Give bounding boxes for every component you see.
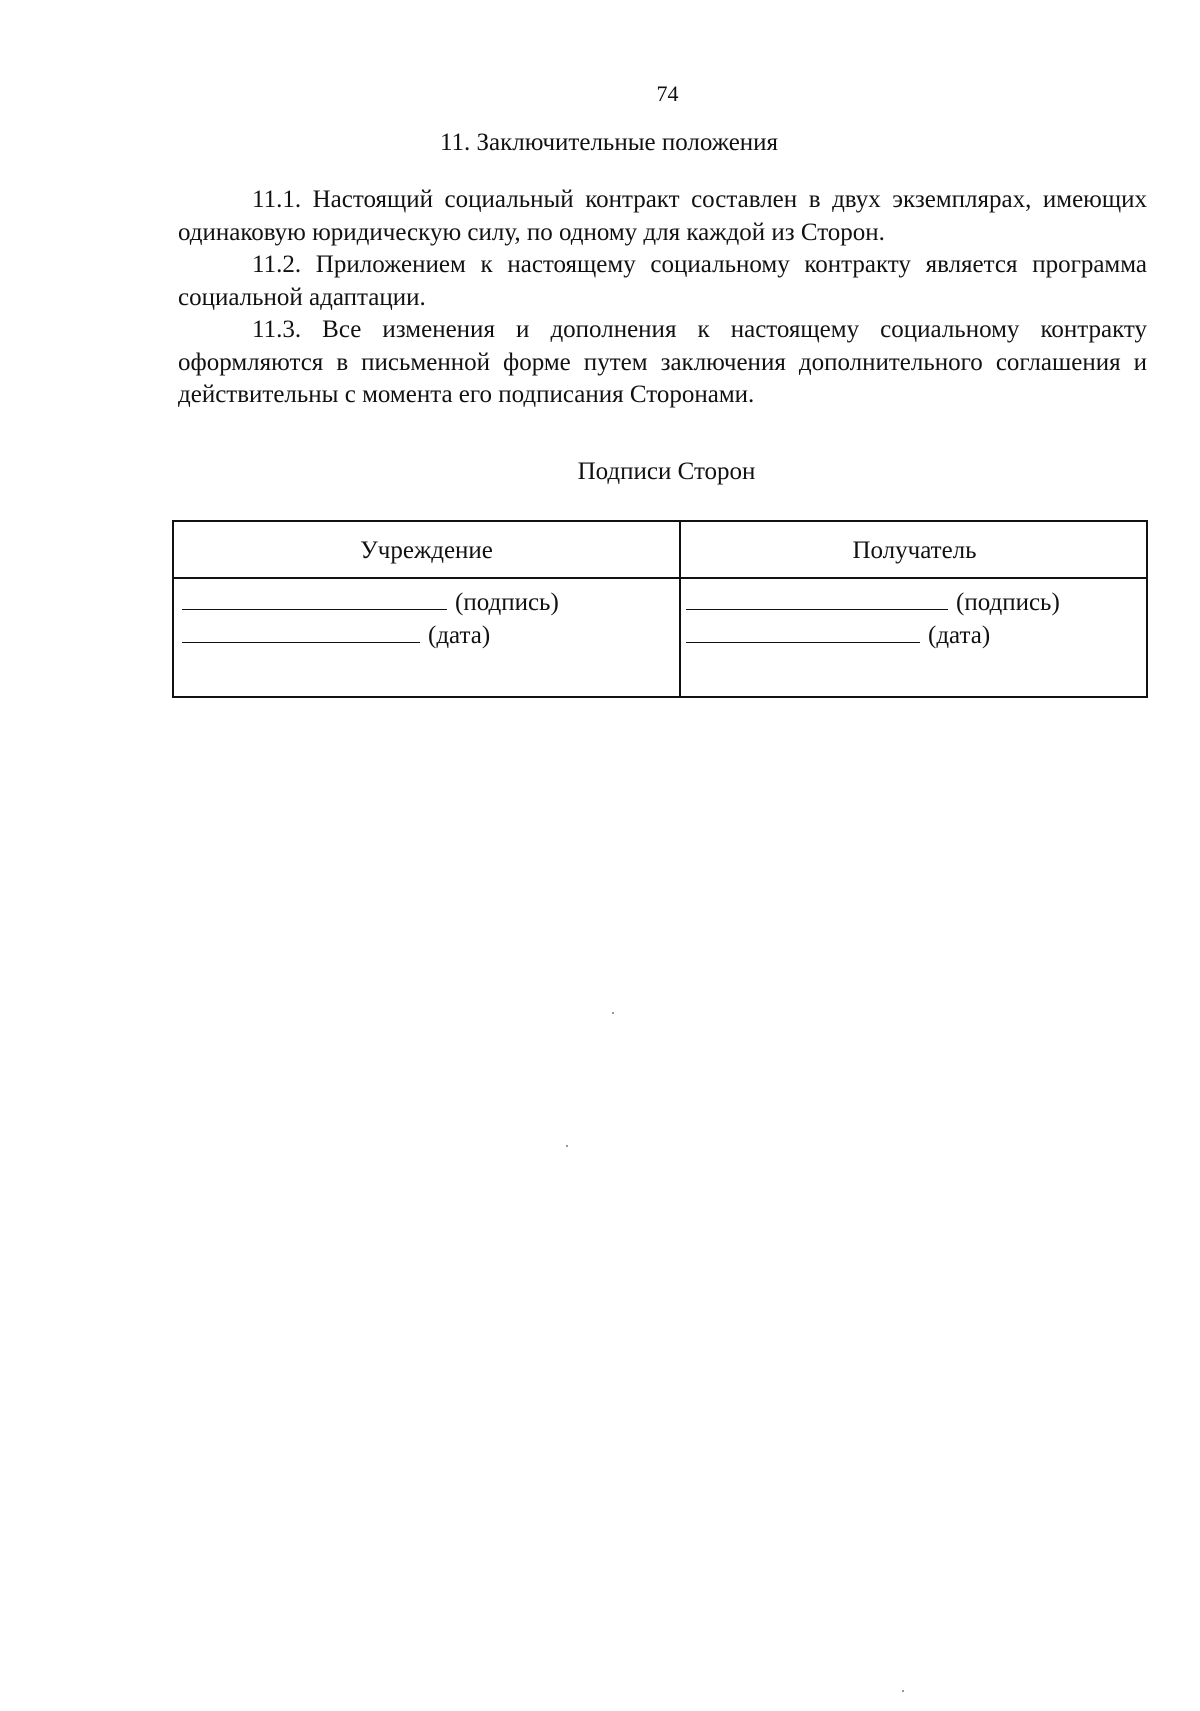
- institution-signature-line: [182, 587, 559, 618]
- scan-speck: [612, 1012, 614, 1014]
- paragraph-11-3: 11.3. Все изменения и дополнения к настоящему социальному контракту оформляются в письменной форме путем заключения дополнительного соглашения и действительны с момента его подписания Сторонами.: [178, 316, 1147, 408]
- signatures-title: Подписи Сторон: [577, 458, 756, 485]
- institution-signature-label: (подпись): [455, 589, 559, 616]
- recipient-signature-blank[interactable]: [686, 587, 948, 610]
- institution-date-label: (дата): [428, 622, 491, 649]
- page-number: 74: [656, 81, 679, 106]
- section-title: 11. Заключительные положения: [439, 129, 779, 156]
- recipient-signature-label: (подпись): [956, 589, 1060, 616]
- table-row-divider: [174, 577, 1146, 579]
- paragraph-11-2: 11.2. Приложением к настоящему социальному контракту является программа социальной адаптации.: [178, 251, 1147, 311]
- recipient-date-blank[interactable]: [686, 620, 920, 643]
- paragraph-11-1: 11.1. Настоящий социальный контракт составлен в двух экземплярах, имеющих одинаковую юридическую силу, по одному для каждой из Сторон.: [178, 186, 1147, 246]
- signatures-table: [172, 520, 1148, 698]
- section-body: [178, 184, 1147, 412]
- institution-signature-blank[interactable]: [182, 587, 447, 610]
- recipient-date-label: (дата): [928, 622, 991, 649]
- recipient-signature-line: [686, 587, 1060, 618]
- institution-date-line: [182, 620, 490, 651]
- recipient-header: Получатель: [852, 537, 977, 564]
- institution-date-blank[interactable]: [182, 620, 420, 643]
- institution-header: Учреждение: [360, 537, 493, 564]
- scan-speck: [566, 1145, 568, 1147]
- recipient-date-line: [686, 620, 990, 651]
- scan-speck: [902, 1690, 904, 1692]
